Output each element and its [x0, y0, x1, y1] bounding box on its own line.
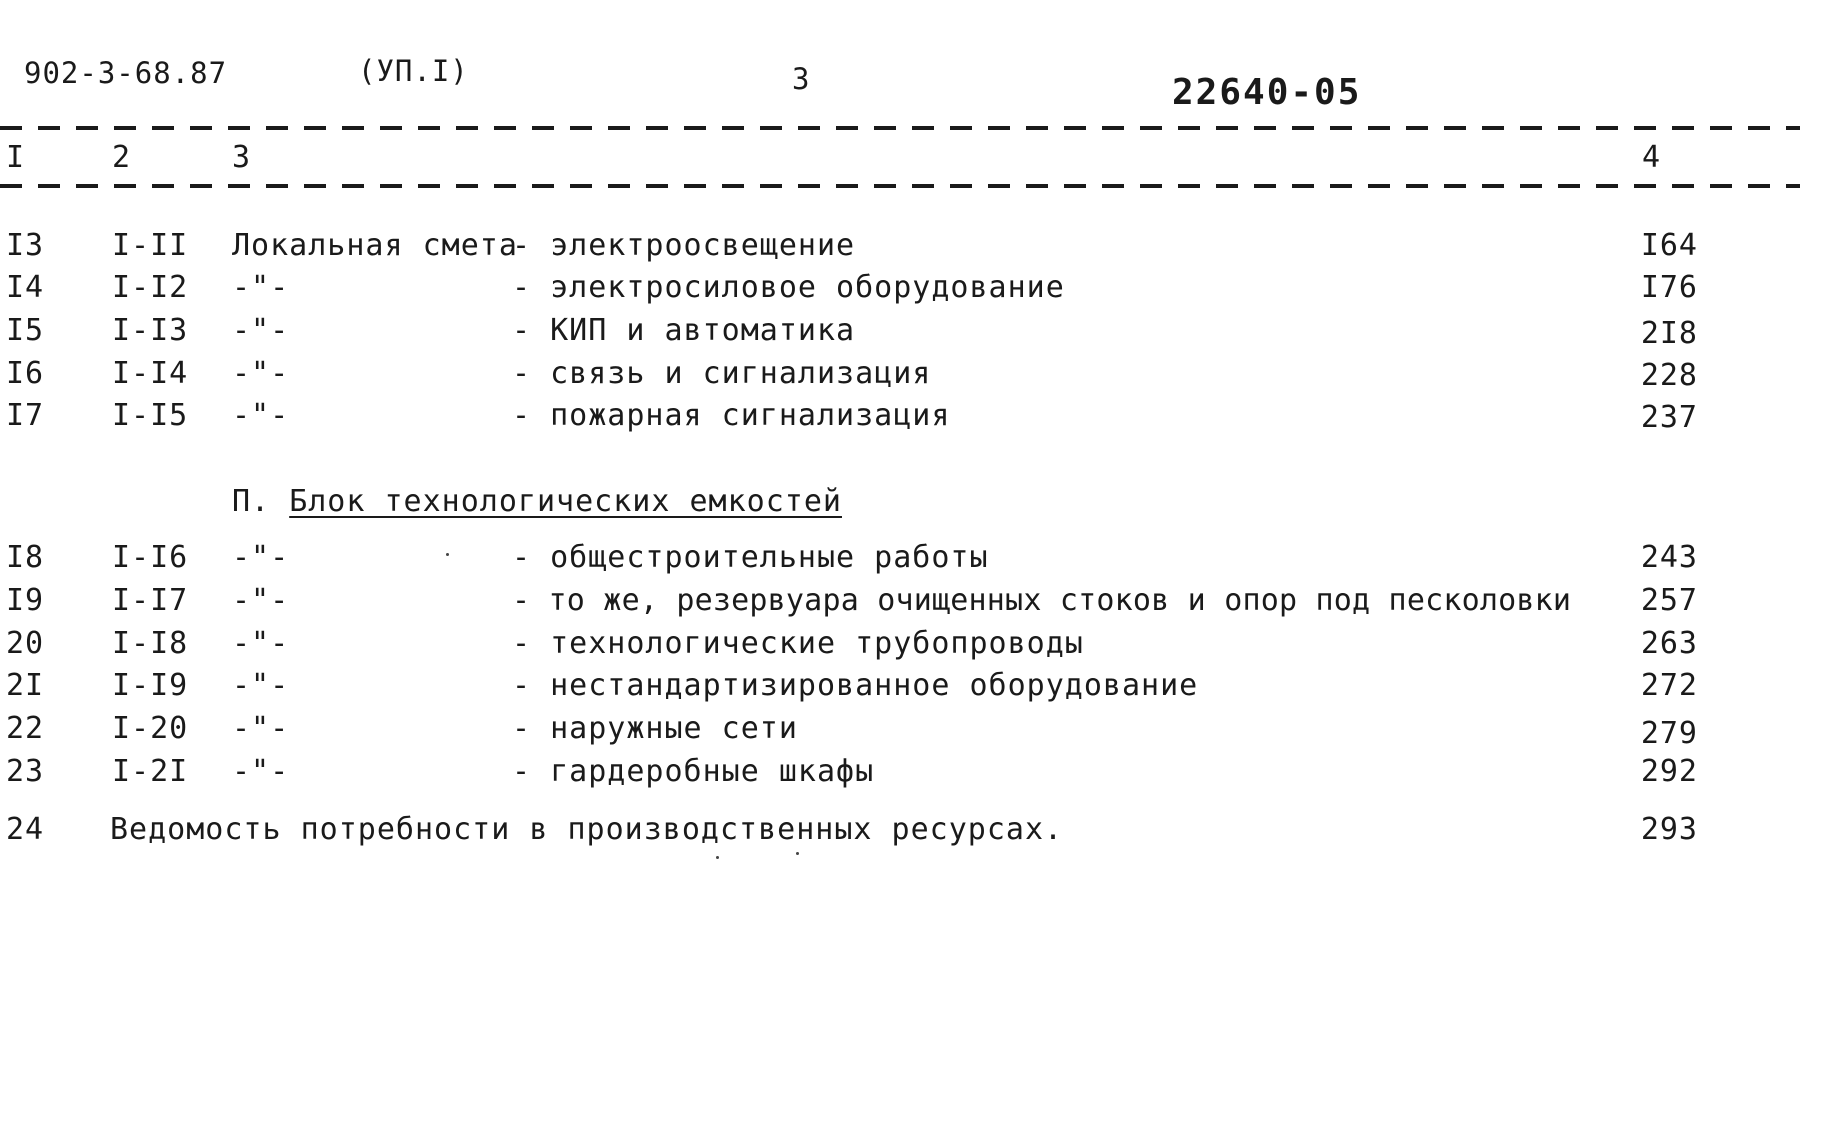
row-description: - общестроительные работы	[512, 540, 989, 575]
row-description: - пожарная сигнализация	[512, 398, 951, 433]
row-number: 20	[6, 626, 45, 661]
row-name: -"-	[232, 540, 290, 575]
row-code: I-I4	[112, 356, 189, 391]
row-name: -"-	[232, 270, 290, 305]
row-code: I-I7	[112, 583, 189, 618]
document-code: 902-3-68.87	[24, 56, 228, 90]
row-page: 237	[1640, 400, 1698, 435]
row-code: I-I8	[112, 626, 189, 661]
row-description: - нестандартизированное оборудование	[512, 668, 1199, 703]
page-number: 3	[792, 62, 811, 96]
row-description: - наружные сети	[512, 711, 798, 746]
row-name: Локальная смета	[232, 228, 518, 263]
row-code: I-II	[112, 228, 189, 263]
row-number: I6	[6, 356, 45, 391]
row-name: -"-	[232, 356, 290, 391]
row-description: - то же, резервуара очищенных стоков и опор под песколовки	[512, 583, 1572, 618]
row-number: 2I	[6, 668, 45, 703]
stamp-number: 22640-05	[1172, 72, 1362, 113]
section-title: Блок технологических емкостей	[289, 484, 842, 519]
row-page: 257	[1640, 583, 1698, 618]
scan-speck	[716, 856, 719, 859]
row-number: 23	[6, 754, 45, 789]
row-page: 2I8	[1640, 316, 1698, 351]
row-name: -"-	[232, 583, 290, 618]
row-name: -"-	[232, 626, 290, 661]
bottom-dashed-rule	[0, 184, 1800, 188]
column-header-2: 2	[112, 140, 132, 175]
row-description: - электросиловое оборудование	[512, 270, 1065, 305]
row-code: I-I5	[112, 398, 189, 433]
row-description: - гардеробные шкафы	[512, 754, 875, 789]
top-dashed-rule	[0, 126, 1800, 130]
row-code: I-I6	[112, 540, 189, 575]
row-page: 243	[1640, 540, 1698, 575]
row-name: -"-	[232, 668, 290, 703]
row-code: I-2I	[112, 754, 189, 789]
row-number: I7	[6, 398, 45, 433]
row-name: -"-	[232, 754, 290, 789]
row-page: 292	[1640, 754, 1698, 789]
row-number: I5	[6, 313, 45, 348]
row-code: I-I3	[112, 313, 189, 348]
row-name: -"-	[232, 313, 290, 348]
scan-speck	[796, 852, 799, 855]
column-header-4: 4	[1642, 140, 1662, 175]
row-description: - связь и сигнализация	[512, 356, 932, 391]
row-code: I-I9	[112, 668, 189, 703]
row-page: 279	[1640, 716, 1698, 751]
section-prefix: П.	[232, 484, 271, 519]
row-code: I-I2	[112, 270, 189, 305]
row-number: I8	[6, 540, 45, 575]
column-header-3: 3	[232, 140, 252, 175]
album-label: (УП.I)	[358, 54, 469, 88]
column-header-1: I	[6, 140, 26, 175]
row-page: I76	[1640, 270, 1698, 305]
scan-speck	[446, 553, 449, 556]
row-code: I-20	[112, 711, 189, 746]
row-number: 22	[6, 711, 45, 746]
row-page: 228	[1640, 358, 1698, 393]
section-heading	[232, 484, 842, 519]
row-name: -"-	[232, 398, 290, 433]
row-page: 263	[1640, 626, 1698, 661]
row-description: - электроосвещение	[512, 228, 856, 263]
row-number: I3	[6, 228, 45, 263]
row-page: 293	[1640, 812, 1698, 847]
row-number: 24	[6, 812, 45, 847]
row-number: I4	[6, 270, 45, 305]
row-page: 272	[1640, 668, 1698, 703]
row-name: -"-	[232, 711, 290, 746]
row-description: - КИП и автоматика	[512, 313, 856, 348]
row-description: Ведомость потребности в производственных ресурсах.	[110, 812, 1064, 847]
row-description: - технологические трубопроводы	[512, 626, 1084, 661]
row-page: I64	[1640, 228, 1698, 263]
row-number: I9	[6, 583, 45, 618]
